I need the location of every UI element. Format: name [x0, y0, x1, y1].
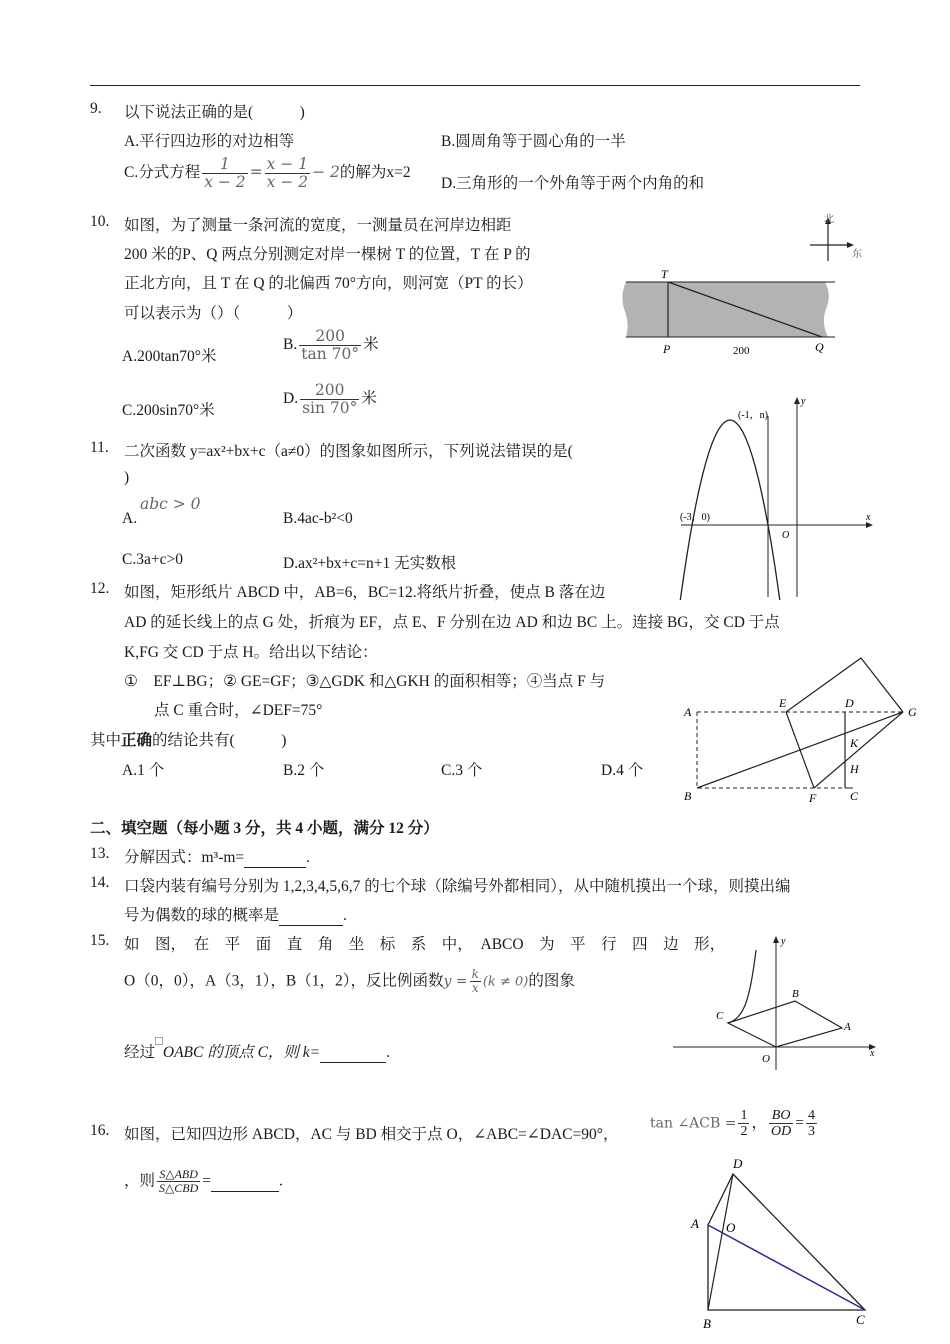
diagonal-bd [708, 1174, 733, 1310]
q9-option-a: A.平行四边形的对边相等 [124, 133, 295, 150]
origin-label: O [762, 1053, 770, 1065]
parallelogram-oabc [728, 1001, 842, 1047]
q15-line1: 如 图， 在 平 面 直 角 坐 标 系 中， ABCO 为 平 行 四 边 形， [124, 936, 726, 953]
q16-ratio-value: $\frac{4}{3}$ [807, 1108, 815, 1140]
q11-parabola-figure [676, 392, 886, 600]
label-c: C [856, 1312, 865, 1327]
q14-answer-blank[interactable] [279, 907, 343, 926]
q16-answer-blank[interactable] [211, 1171, 279, 1192]
compass-east-label: 东 [852, 249, 862, 260]
q16-number: 16. [90, 1122, 110, 1139]
label-c: C [850, 789, 859, 803]
y-axis-label: y [781, 936, 786, 947]
q9-number: 9. [90, 100, 102, 117]
q11-option-d: D.ax²+bx+c=n+1 无实数根 [283, 555, 457, 572]
q9-option-c: C.分式方程 $\frac{1}{x - 2}$ = $\frac{x - 1}{x - 2}$ − 2的解为x=2 [124, 155, 411, 192]
origin-label: O [782, 530, 790, 541]
label-c: C [716, 1010, 724, 1022]
root-label: (-3，0) [680, 512, 710, 523]
distance-label: 200 [733, 345, 750, 357]
q14-line1: 口袋内装有编号分别为 1,2,3,4,5,6,7 的七个球（除编号外都相同），从中随机摸出一个球，则摸出编 [124, 878, 791, 895]
q10-line3: 正北方向，且 T 在 Q 的北偏西 70°方向，则河宽（PT 的长） [124, 275, 533, 292]
q9-stem: 以下说法正确的是( ) [124, 104, 305, 121]
label-a: A [844, 1021, 851, 1033]
q12-ask: 其中正确的结论共有( ) [90, 732, 287, 749]
q16-conditions: tan ∠ACB = $\frac{1}{2}$ ， $\frac{BO}{OD}$ = $\frac{4}{3}$ [650, 1108, 815, 1140]
q12-option-b: B.2 个 [283, 762, 325, 779]
label-e: E [779, 696, 787, 710]
compass-east-arrow [847, 242, 854, 248]
q10-line2: 200 米的P、Q 两点分别测定对岸一棵树 T 的位置，T 在 P 的 [124, 246, 531, 263]
q9-frac2: $\frac{x - 1}{x - 2}$ [266, 155, 309, 192]
q10-b-frac: $\frac{200}{\tan 70^\circ}$ [301, 327, 360, 364]
q10-number: 10. [90, 213, 110, 230]
q15-coordinate-figure [670, 930, 890, 1072]
quadrilateral-abcd [708, 1174, 865, 1310]
label-a: A [691, 1216, 699, 1231]
section-2-title: 二、填空题（每小题 3 分，共 4 小题，满分 12 分） [90, 820, 439, 837]
q10-option-b: B. $\frac{200}{\tan 70^\circ}$ 米 [283, 327, 379, 364]
q16-tan-frac: $\frac{1}{2}$ [740, 1108, 748, 1140]
q12-option-c: C.3 个 [441, 762, 483, 779]
q10-option-a: A.200tan70°米 [122, 348, 217, 365]
label-d: D [733, 1156, 743, 1171]
q16-area-ratio: $\frac{\text{S△ABD}}{\text{S△CBD}}$ [159, 1167, 199, 1196]
label-g: G [908, 705, 917, 719]
q12-line4: ① EF⊥BG；② GE=GF；③△GDK 和△GKH 的面积相等；④当点 F 与 [124, 673, 606, 690]
q12-ask-emphasis: 正确 [121, 732, 153, 749]
q14-line2: 号为偶数的球的概率是 . [124, 907, 347, 924]
label-b: B [684, 789, 692, 803]
q15-line3: 经过□OABC 的顶点 C，则 k= . [124, 1033, 391, 1061]
q12-option-a: A.1 个 [122, 762, 165, 779]
q9-frac1: $\frac{1}{x - 2}$ [204, 155, 246, 192]
point-t-label: T [661, 267, 668, 281]
compass-north-label: 北 [824, 214, 834, 225]
label-f: F [809, 791, 817, 805]
label-d: D [845, 696, 854, 710]
hyperbola-branch [728, 950, 756, 1023]
q10-river-figure [620, 205, 870, 365]
q12-number: 12. [90, 580, 110, 597]
q15-answer-blank[interactable] [320, 1044, 386, 1063]
label-b: B [703, 1316, 711, 1331]
q11-option-b: B.4ac-b²<0 [283, 510, 353, 527]
q11-line2: ) [124, 469, 130, 486]
q16-line1: 如图，已知四边形 ABCD，AC 与 BD 相交于点 O，∠ABC=∠DAC=90°， [124, 1126, 619, 1143]
x-axis-label: x [866, 512, 871, 523]
q16-quadrilateral-figure [684, 1152, 884, 1340]
q12-option-d: D.4 个 [601, 762, 644, 779]
diagonal-ac [708, 1225, 865, 1310]
q16-line2: ，则 $\frac{\text{S△ABD}}{\text{S△CBD}}$ = . [124, 1167, 283, 1196]
q11-number: 11. [90, 439, 109, 456]
y-axis-arrow [794, 397, 800, 404]
q10-option-d: D. $\frac{200}{\sin 70^\circ}$ 米 [283, 381, 377, 418]
y-axis-arrow [773, 936, 779, 943]
q9-option-b: B.圆周角等于圆心角的一半 [441, 133, 626, 150]
x-axis-label: x [870, 1048, 875, 1059]
q12-line2: AD 的延长线上的点 G 处，折痕为 EF，点 E、F 分别在边 AD 和边 BC 上。连接 BG，交 CD 于点 [124, 614, 780, 631]
q10-d-frac: $\frac{200}{\sin 70^\circ}$ [302, 381, 358, 418]
q10-line1: 如图，为了测量一条河流的宽度，一测量员在河岸边相距 [124, 217, 512, 234]
q10-line4: 可以表示为（）（ ） [124, 305, 303, 322]
q12-line3: K,FG 交 CD 于点 H。给出以下结论： [124, 644, 378, 661]
label-h: H [850, 762, 859, 776]
q15-k-over-x: $\frac{k}{x}$ [471, 967, 479, 996]
q13-text: 分解因式：m³-m= . [124, 849, 311, 866]
q12-line5: 点 C 重合时，∠DEF=75° [154, 702, 323, 719]
y-axis-label: y [801, 396, 806, 407]
rect-dashed-ab-bf [697, 712, 845, 788]
label-b: B [792, 988, 799, 1000]
q12-line1: 如图，矩形纸片 ABCD 中，AB=6，BC=12.将纸片折叠，使点 B 落在边 [124, 584, 606, 601]
q14-number: 14. [90, 874, 110, 891]
q10-option-c: C.200sin70°米 [122, 402, 215, 419]
segment-fg [814, 712, 903, 788]
q11-option-a-label: A. [122, 510, 138, 527]
q15-line2: O（0，0），A（3，1），B（1，2），反比例函数y = $\frac{k}{x}$ (k ≠ 0)的图象 [124, 967, 575, 996]
q16-bo-od-frac: $\frac{BO}{OD}$ [770, 1108, 792, 1140]
q12-fold-figure [678, 650, 928, 810]
q11-line1: 二次函数 y=ax²+bx+c（a≠0）的图象如图所示，下列说法错误的是( [124, 443, 573, 460]
q9-option-d: D.三角形的一个外角等于两个内角的和 [441, 175, 705, 192]
q15-number: 15. [90, 932, 110, 949]
point-q-label: Q [815, 340, 824, 354]
vertex-label: (-1，n) [738, 410, 768, 421]
q11-option-c: C.3a+c>0 [122, 551, 183, 568]
segment-bg [697, 712, 903, 788]
top-rule [90, 85, 860, 86]
parabola-curve [676, 420, 817, 600]
q13-number: 13. [90, 845, 110, 862]
q13-answer-blank[interactable] [244, 849, 306, 868]
label-a: A [684, 705, 692, 719]
point-p-label: P [663, 342, 671, 356]
q11-option-a-math: abc > 0 [140, 495, 201, 513]
parallelogram-symbol: □ [155, 1033, 163, 1048]
label-o: O [726, 1220, 736, 1235]
label-k: K [850, 736, 859, 750]
